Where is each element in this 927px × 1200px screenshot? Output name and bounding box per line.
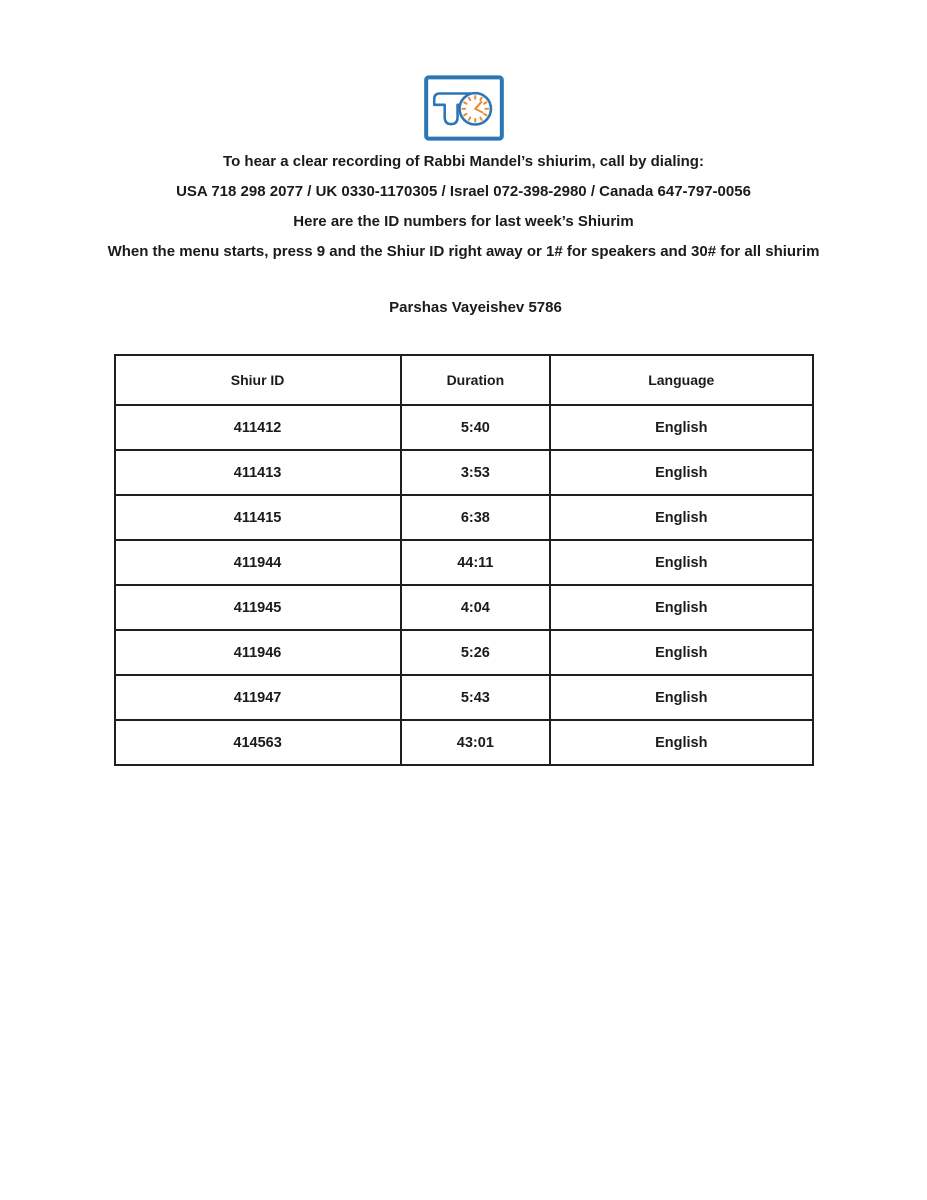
language-cell: English — [550, 405, 812, 450]
table-row — [115, 495, 813, 540]
column-header-language: Language — [550, 355, 812, 405]
duration-cell: 5:26 — [401, 630, 550, 675]
shiur-id-cell: 414563 — [115, 720, 401, 765]
column-header-duration: Duration — [401, 355, 550, 405]
language-cell: English — [550, 495, 812, 540]
intro-line-menu-instructions: When the menu starts, press 9 and the Shiur ID right away or 1# for speakers and 30# for all shiurim — [107, 243, 820, 260]
duration-cell: 4:04 — [401, 585, 550, 630]
column-header-shiur-id: Shiur ID — [115, 355, 401, 405]
intro-line-dialing: To hear a clear recording of Rabbi Mandel’s shiurim, call by dialing: — [223, 153, 704, 170]
duration-cell: 5:40 — [401, 405, 550, 450]
table-row — [115, 540, 813, 585]
table-row — [115, 450, 813, 495]
intro-text-block — [0, 147, 927, 267]
language-cell: English — [550, 675, 812, 720]
shiurim-table — [114, 354, 814, 766]
shiur-id-cell: 411944 — [115, 540, 401, 585]
clock-icon — [423, 75, 505, 141]
duration-cell: 44:11 — [401, 540, 550, 585]
shiur-id-cell: 411413 — [115, 450, 401, 495]
table-row — [115, 405, 813, 450]
language-cell: English — [550, 630, 812, 675]
language-cell: English — [550, 540, 812, 585]
shiur-id-cell: 411945 — [115, 585, 401, 630]
duration-cell: 3:53 — [401, 450, 550, 495]
language-cell: English — [550, 585, 812, 630]
intro-line-id-numbers: Here are the ID numbers for last week’s Shiurim — [293, 213, 634, 230]
intro-line-phone-numbers: USA 718 298 2077 / UK 0330-1170305 / Israel 072-398-2980 / Canada 647-797-0056 — [176, 183, 751, 200]
duration-cell: 5:43 — [401, 675, 550, 720]
torahanytime-logo — [423, 75, 505, 141]
duration-cell: 6:38 — [401, 495, 550, 540]
table-row — [115, 585, 813, 630]
shiur-id-cell: 411947 — [115, 675, 401, 720]
table-row — [115, 720, 813, 765]
shiur-id-cell: 411412 — [115, 405, 401, 450]
duration-cell: 43:01 — [401, 720, 550, 765]
language-cell: English — [550, 720, 812, 765]
shiur-id-cell: 411415 — [115, 495, 401, 540]
shiur-id-cell: 411946 — [115, 630, 401, 675]
parsha-title: Parshas Vayeishev 5786 — [389, 299, 562, 316]
table-row — [115, 675, 813, 720]
table-header-row — [115, 355, 813, 405]
language-cell: English — [550, 450, 812, 495]
table-row — [115, 630, 813, 675]
